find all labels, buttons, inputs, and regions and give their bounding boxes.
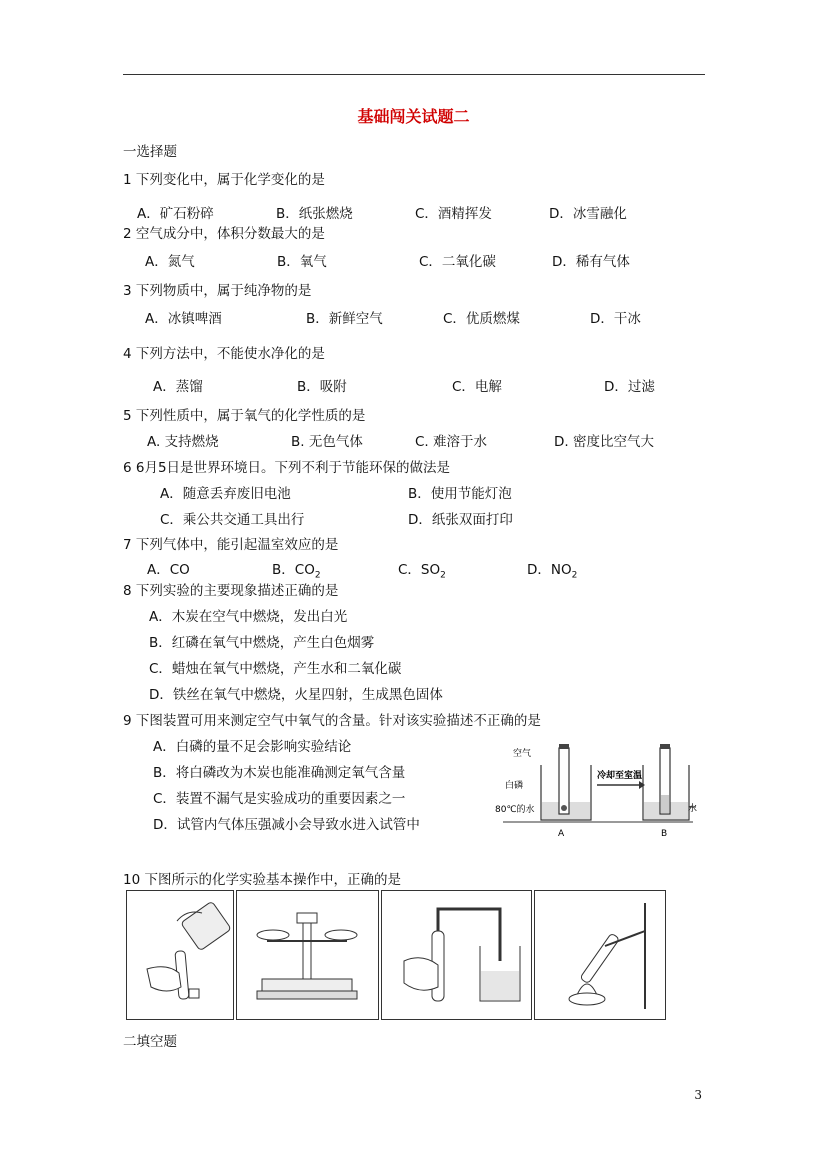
- option: B. 无色气体: [291, 434, 363, 450]
- option: A．矿石粉碎: [137, 206, 214, 222]
- option: A．氮气: [145, 254, 195, 270]
- option: C．$SO_2$: [398, 562, 446, 581]
- question-stem: 3 下列物质中，属于纯净物的是: [123, 283, 312, 299]
- page-number: 3: [694, 1088, 702, 1102]
- panel-pouring-liquid: [126, 890, 234, 1020]
- option: D．纸张双面打印: [408, 512, 513, 528]
- option: B．将白磷改为木炭也能准确测定氧气含量: [153, 765, 406, 781]
- option: A．木炭在空气中燃烧，发出白光: [149, 609, 348, 625]
- balance-figure: [237, 891, 378, 1019]
- option: D．稀有气体: [552, 254, 630, 270]
- option: B．吸附: [297, 379, 347, 395]
- option: A．随意丢弃废旧电池: [160, 486, 291, 502]
- question-stem: 1 下列变化中，属于化学变化的是: [123, 172, 325, 188]
- panel-heating: [534, 890, 666, 1020]
- option: B．新鲜空气: [306, 311, 383, 327]
- option: D．试管内气体压强减小会导致水进入试管中: [153, 817, 420, 833]
- option: D．过滤: [604, 379, 655, 395]
- option: A．白磷的量不足会影响实验结论: [153, 739, 352, 755]
- option: C．二氧化碳: [419, 254, 496, 270]
- label-white-phosphorus: 白磷: [505, 781, 524, 791]
- question-stem: 2 空气成分中，体积分数最大的是: [123, 226, 325, 242]
- label-water: 水: [688, 804, 698, 814]
- label-a: A: [558, 829, 565, 839]
- heating-figure: [535, 891, 665, 1019]
- label-hot-water: 80℃的水: [495, 805, 535, 815]
- page-title: 基础闯关试题二: [357, 107, 470, 126]
- header-rule: [123, 74, 705, 75]
- option: A．蒸馏: [153, 379, 203, 395]
- option: B．$CO_2$: [272, 562, 321, 581]
- section-heading: 二填空题: [123, 1034, 177, 1050]
- option: A. 支持燃烧: [147, 434, 219, 450]
- oxygen-experiment-figure: [493, 740, 703, 840]
- option: C．优质燃煤: [443, 311, 520, 327]
- question-stem: 5 下列性质中，属于氧气的化学性质的是: [123, 408, 366, 424]
- section-heading: 一选择题: [123, 144, 177, 160]
- option: D．冰雪融化: [549, 206, 627, 222]
- label-cool: 冷却至室温: [597, 771, 643, 781]
- option: D．铁丝在氧气中燃烧，火星四射，生成黑色固体: [149, 687, 443, 703]
- option: C. 难溶于水: [415, 434, 488, 450]
- option: B．纸张燃烧: [276, 206, 353, 222]
- question-stem: 8 下列实验的主要现象描述正确的是: [123, 583, 339, 599]
- option: A．CO: [147, 562, 190, 578]
- option: C．装置不漏气是实验成功的重要因素之一: [153, 791, 406, 807]
- panel-gas-check: [381, 890, 532, 1020]
- gas-check-figure: [382, 891, 531, 1019]
- option: C．乘公共交通工具出行: [160, 512, 305, 528]
- option: B．氧气: [277, 254, 327, 270]
- question-stem: 4 下列方法中，不能使水净化的是: [123, 346, 325, 362]
- option: B．使用节能灯泡: [408, 486, 512, 502]
- question-stem: 7 下列气体中，能引起温室效应的是: [123, 537, 339, 553]
- option: A．冰镇啤酒: [145, 311, 222, 327]
- option: D．$NO_2$: [527, 562, 578, 581]
- option: C．蜡烛在氧气中燃烧，产生水和二氧化碳: [149, 661, 402, 677]
- question-stem: 9 下图装置可用来测定空气中氧气的含量。针对该实验描述不正确的是: [123, 713, 541, 729]
- pouring-liquid-figure: [127, 891, 233, 1019]
- question-stem: 6 6月5日是世界环境日。下列不利于节能环保的做法是: [123, 460, 451, 476]
- label-b: B: [661, 829, 668, 839]
- label-air: 空气: [513, 749, 532, 759]
- option: D. 密度比空气大: [554, 434, 654, 450]
- option: C．酒精挥发: [415, 206, 492, 222]
- option: C．电解: [452, 379, 502, 395]
- question-stem: 10 下图所示的化学实验基本操作中，正确的是: [123, 872, 401, 888]
- option: B．红磷在氧气中燃烧，产生白色烟雾: [149, 635, 375, 651]
- option: D．干冰: [590, 311, 641, 327]
- panel-balance: [236, 890, 379, 1020]
